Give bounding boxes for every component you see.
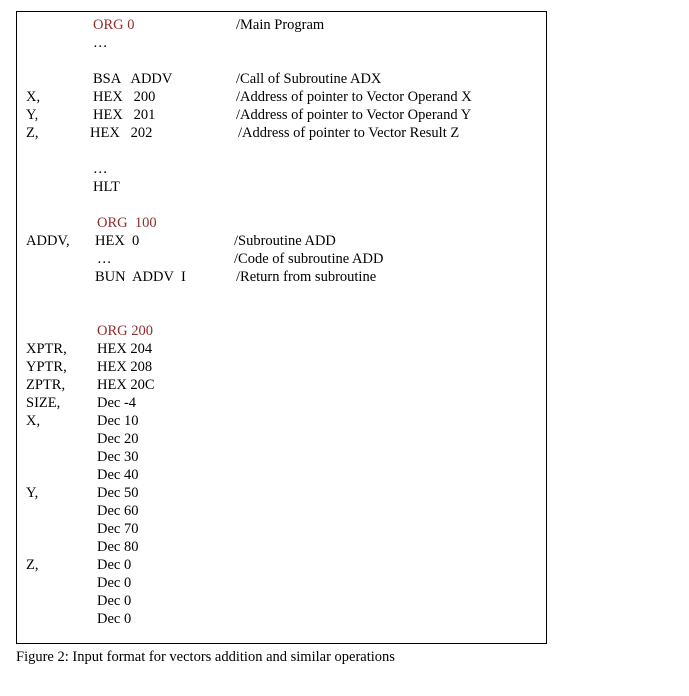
data-row-code: Dec 40 bbox=[97, 467, 139, 483]
main-program-comment: /Main Program bbox=[236, 17, 325, 33]
data-row-code: HEX 204 bbox=[97, 341, 153, 357]
bsa-instruction: BSA ADDV bbox=[93, 71, 173, 87]
data-row-code: Dec 50 bbox=[97, 485, 139, 501]
ellipsis-1: … bbox=[93, 35, 108, 51]
y-comment: /Address of pointer to Vector Operand Y bbox=[236, 107, 472, 123]
addv-hex: HEX 0 bbox=[95, 233, 140, 249]
data-row-label: X, bbox=[26, 413, 41, 429]
data-row-code: Dec 30 bbox=[97, 449, 139, 465]
z-label: Z, bbox=[26, 125, 39, 141]
data-row-code: Dec 80 bbox=[97, 539, 139, 555]
subroutine-code-comment: /Code of subroutine ADD bbox=[234, 251, 384, 267]
data-row-code: Dec 0 bbox=[97, 575, 132, 591]
y-label: Y, bbox=[26, 107, 39, 123]
org-data: ORG 200 bbox=[97, 323, 153, 339]
bun-instruction: BUN ADDV I bbox=[95, 269, 186, 285]
z-hex: HEX 202 bbox=[90, 125, 153, 141]
bun-comment: /Return from subroutine bbox=[236, 269, 377, 285]
org-main: ORG 0 bbox=[93, 17, 135, 33]
hlt-instruction: HLT bbox=[93, 179, 120, 195]
data-row-code: Dec 0 bbox=[97, 593, 132, 609]
data-row-code: Dec 70 bbox=[97, 521, 139, 537]
x-label: X, bbox=[26, 89, 41, 105]
data-row-code: Dec 10 bbox=[97, 413, 139, 429]
bsa-comment: /Call of Subroutine ADX bbox=[236, 71, 382, 87]
data-row-label: ZPTR, bbox=[26, 377, 66, 393]
data-row-code: HEX 208 bbox=[97, 359, 153, 375]
org-subroutine: ORG 100 bbox=[97, 215, 157, 231]
x-hex: HEX 200 bbox=[93, 89, 156, 105]
data-row-label: YPTR, bbox=[26, 359, 67, 375]
data-row-label: Y, bbox=[26, 485, 39, 501]
subroutine-ellipsis: … bbox=[97, 251, 112, 267]
figure-caption: Figure 2: Input format for vectors addition and similar operations bbox=[16, 649, 395, 665]
data-row-label: SIZE, bbox=[26, 395, 61, 411]
z-comment: /Address of pointer to Vector Result Z bbox=[238, 125, 460, 141]
addv-label: ADDV, bbox=[26, 233, 70, 249]
y-hex: HEX 201 bbox=[93, 107, 156, 123]
data-row-code: Dec -4 bbox=[97, 395, 137, 411]
data-row-code: Dec 60 bbox=[97, 503, 139, 519]
subroutine-comment: /Subroutine ADD bbox=[234, 233, 336, 249]
data-row-label: XPTR, bbox=[26, 341, 67, 357]
x-comment: /Address of pointer to Vector Operand X bbox=[236, 89, 472, 105]
data-row-code: Dec 20 bbox=[97, 431, 139, 447]
data-row-code: Dec 0 bbox=[97, 611, 132, 627]
data-row-code: HEX 20C bbox=[97, 377, 155, 393]
data-row-label: Z, bbox=[26, 557, 39, 573]
data-row-code: Dec 0 bbox=[97, 557, 132, 573]
ellipsis-2: … bbox=[93, 161, 108, 177]
